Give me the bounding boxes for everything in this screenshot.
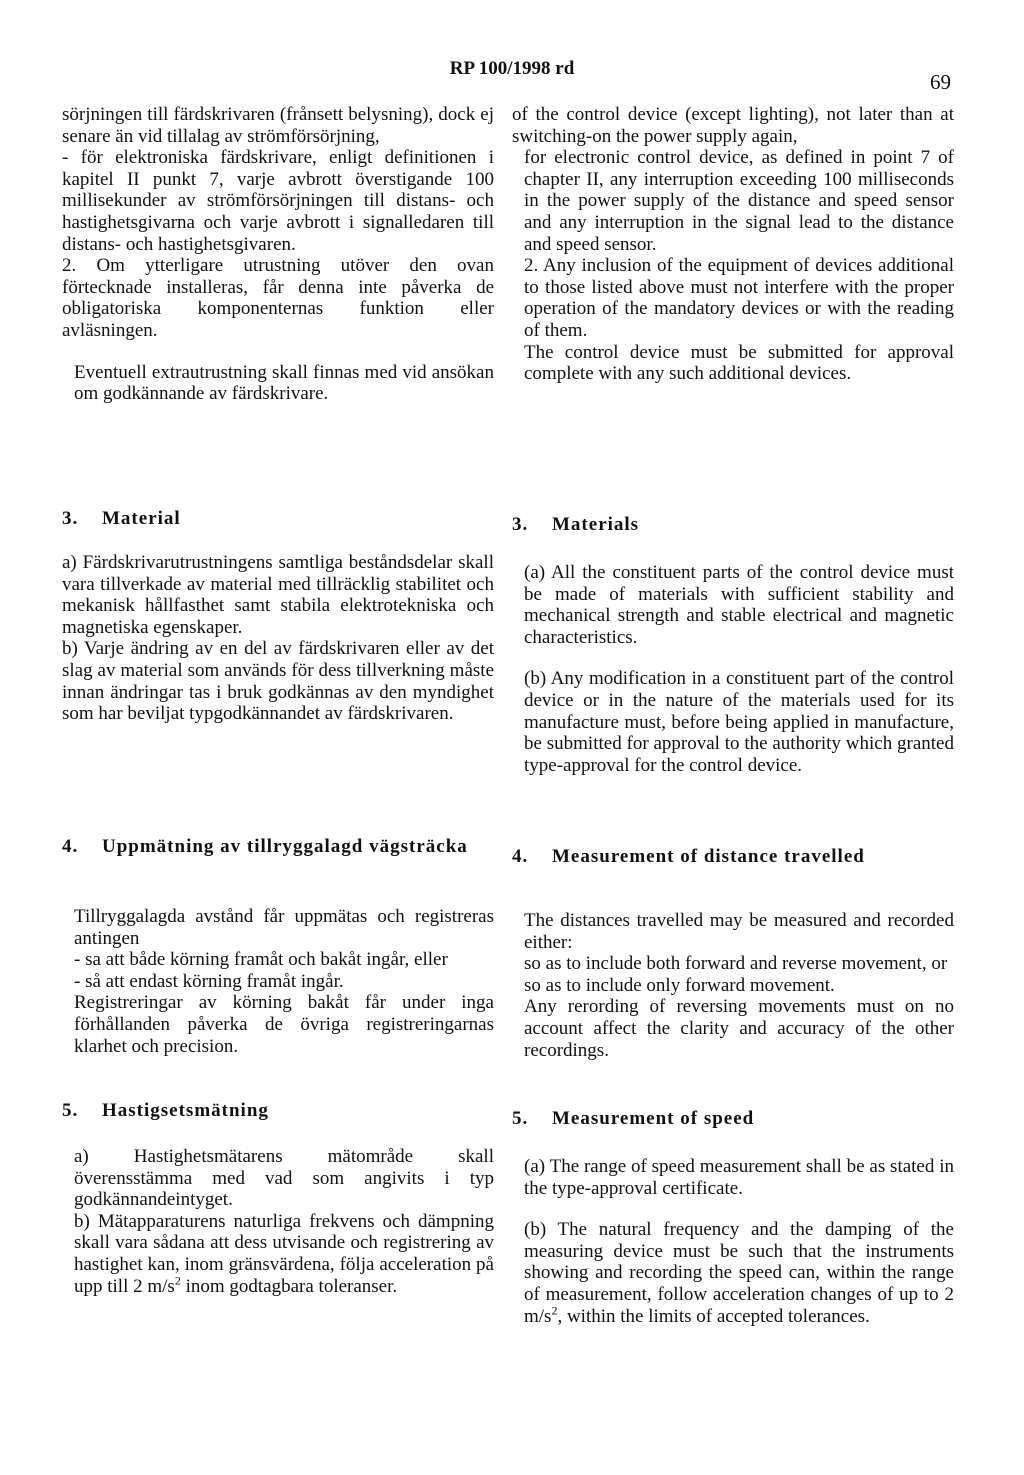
english-section-3: [512, 562, 954, 776]
section-heading: [512, 1108, 962, 1130]
paragraph: (a) All the constituent parts of the control device must be made of materials with sufficient stability and mechanical strength and stable electrical and magnetic characteristics.: [524, 562, 954, 648]
paragraph: sörjningen till färdskrivaren (frånsett belysning), dock ej senare än vid tillalag av strömförsörjning,: [62, 104, 494, 147]
english-intro: [512, 104, 954, 385]
paragraph: a) Färdskrivarutrustningens samtliga beståndsdelar skall vara tillverkade av material med tillräcklig stabilitet och mekanisk hållfasthet samt stabila elektrotekniska och magnetiska egenskaper.: [62, 552, 494, 638]
swedish-intro: [62, 104, 494, 405]
paragraph: (a) The range of speed measurement shall be as stated in the type-approval certificate.: [524, 1156, 954, 1199]
paragraph-text: inom godtagbara toleranser.: [180, 1275, 398, 1297]
section-heading: [62, 1100, 492, 1122]
paragraph: so as to include only forward movement.: [524, 974, 835, 996]
paragraph: Eventuell extrautrustning skall finnas med vid ansökan om godkännande av färdskrivare.: [74, 361, 494, 405]
english-section-5: [512, 1156, 954, 1327]
paragraph: Registreringar av körning bakåt får under inga förhållanden påverka de övriga registreringarnas klarhet och precision.: [74, 992, 494, 1057]
paragraph: of the control device (except lighting), not later than at switching-on the power supply again,: [512, 104, 954, 147]
paragraph: [512, 1219, 954, 1327]
section-title: Measurement of speed: [552, 1108, 755, 1129]
swedish-section-5: [62, 1146, 494, 1297]
section-number: 5.: [512, 1108, 529, 1129]
swedish-section-4: [62, 906, 494, 1057]
paragraph: so as to include both forward and reverse movement, or: [524, 953, 948, 975]
section-title: Material: [102, 508, 181, 529]
section-title: Hastigsetsmätning: [102, 1100, 269, 1121]
section-heading: [512, 514, 962, 536]
section-number: 4.: [512, 846, 529, 867]
paragraph: The control device must be submitted for approval complete with any such additional devices.: [524, 341, 954, 385]
superscript: 2: [551, 1303, 558, 1318]
paragraph-text: (b) The natural frequency and the damping of the measuring device must be such that the instruments showing and recording the speed can, within the range of measurement, follow acceleration changes of up to 2 m/s: [524, 1219, 954, 1327]
paragraph: - så att endast körning framåt ingår.: [74, 970, 344, 992]
paragraph: Tillryggalagda avstånd får uppmätas och registreras antingen: [74, 906, 494, 949]
page-number: 69: [930, 70, 951, 94]
section-heading: [62, 836, 492, 858]
section-heading: [512, 846, 962, 868]
swedish-section-3: [62, 552, 494, 725]
running-header: RP 100/1998 rd: [449, 58, 575, 79]
section-number: 3.: [512, 514, 529, 535]
paragraph-text: , within the limits of accepted tolerances.: [557, 1305, 870, 1327]
paragraph: b) Varje ändring av en del av färdskrivaren eller av det slag av material som används för dess tillverkning måste innan ändringar tas i bruk godkännas av den myndighet som har beviljat typgodkännandet av färdskrivaren.: [62, 638, 494, 725]
paragraph: for electronic control device, as defined in point 7 of chapter II, any interruption exceeding 100 milliseconds in the power supply of the distance and speed sensor and any interruption in the signal lead to the distance and speed sensor.: [524, 147, 954, 255]
paragraph: a) Hastighetsmätarens mätområde skall överensstämma med vad som angivits i typ godkännandeintyget.: [74, 1146, 494, 1211]
section-title: Measurement of distance travelled: [552, 846, 865, 867]
section-number: 3.: [62, 508, 79, 529]
section-number: 4.: [62, 836, 79, 857]
paragraph: The distances travelled may be measured and recorded either:: [524, 910, 954, 953]
section-title: Uppmätning av tillryggalagd vägsträcka: [102, 836, 468, 857]
section-title: Materials: [552, 514, 640, 535]
section-number: 5.: [62, 1100, 79, 1121]
paragraph: 2. Om ytterligare utrustning utöver den ovan förtecknade installeras, får denna inte påverka de obligatoriska komponenternas funktion eller avläsningen.: [62, 255, 494, 341]
paragraph: - för elektroniska färdskrivare, enligt definitionen i kapitel II punkt 7, varje avbrott överstigande 100 millisekunder av strömförsörjningen till distans- och hastighetsgivarna och varje avbrott i signalledaren till distans- och hastighetsgivaren.: [62, 147, 494, 255]
paragraph-text: b) Mätapparaturens naturliga frekvens och dämpning skall vara sådana att dess utvisande och registrering av hastighet kan, inom gränsvärdena, följa acceleration på upp till 2 m/s: [74, 1210, 494, 1297]
superscript: 2: [174, 1273, 181, 1288]
paragraph: [62, 1211, 494, 1297]
english-section-4: [512, 910, 954, 1061]
paragraph: Any rerording of reversing movements must on no account affect the clarity and accuracy of the other recordings.: [524, 996, 954, 1061]
paragraph: 2. Any inclusion of the equipment of devices additional to those listed above must not interfere with the proper operation of the mandatory devices or with the reading of them.: [524, 255, 954, 341]
paragraph: - sa att både körning framåt och bakåt ingår, eller: [74, 949, 448, 971]
paragraph: (b) Any modification in a constituent part of the control device or in the nature of the materials used for its manufacture must, before being applied in manufacture, be submitted for approval to the authority which granted type-approval for the control device.: [524, 668, 954, 776]
section-heading: [62, 508, 492, 530]
